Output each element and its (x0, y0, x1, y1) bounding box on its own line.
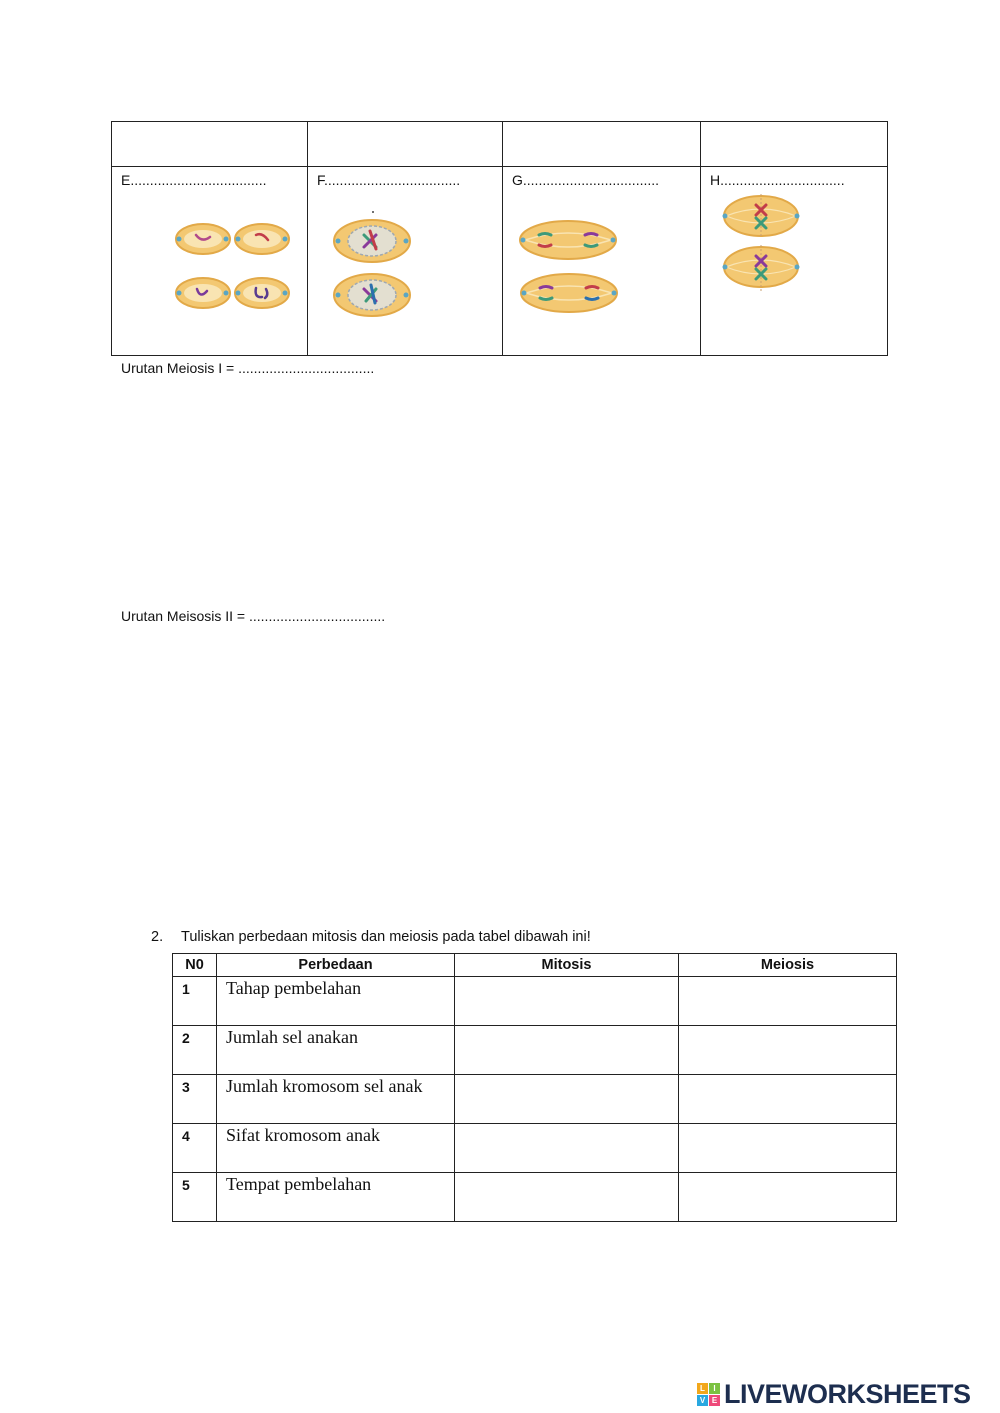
live-badge-icon (697, 1383, 720, 1406)
cell-g (503, 167, 701, 356)
blank-cell[interactable] (701, 122, 888, 167)
row-number: 5 (173, 1173, 217, 1222)
meiosis-1-sequence: Urutan Meiosis I = ................................... (121, 360, 375, 376)
cell-label-g: G................................... (512, 172, 660, 188)
liveworksheets-logo (697, 1378, 971, 1410)
question-number: 2. (151, 929, 164, 945)
telophase-ii-image (112, 167, 308, 355)
cell-stages-table (111, 121, 888, 356)
table-row (173, 1173, 897, 1222)
badge-letter-v: V (697, 1395, 708, 1406)
metaphase-ii-image (701, 167, 888, 355)
cell-label-h: H................................ (710, 172, 845, 188)
badge-letter-e: E (709, 1395, 720, 1406)
header-perbedaan: Perbedaan (217, 954, 455, 977)
mitosis-answer-cell[interactable] (455, 1124, 679, 1173)
row-perbedaan: Tahap pembelahan (217, 977, 455, 1026)
meiosis-answer-cell[interactable] (679, 1124, 897, 1173)
meiosis-2-sequence: Urutan Meisosis II = ................................... (121, 608, 386, 624)
mitosis-answer-cell[interactable] (455, 1173, 679, 1222)
cell-h (701, 167, 888, 356)
blank-cell[interactable] (503, 122, 701, 167)
row-perbedaan: Jumlah kromosom sel anak (217, 1075, 455, 1124)
mitosis-answer-cell[interactable] (455, 1026, 679, 1075)
cell-label-f: F................................... (317, 172, 461, 188)
row-perbedaan: Tempat pembelahan (217, 1173, 455, 1222)
header-mitosis: Mitosis (455, 954, 679, 977)
blank-row (112, 122, 888, 167)
header-meiosis: Meiosis (679, 954, 897, 977)
meiosis-answer-cell[interactable] (679, 977, 897, 1026)
cell-f (308, 167, 503, 356)
blank-cell[interactable] (112, 122, 308, 167)
mitosis-answer-cell[interactable] (455, 977, 679, 1026)
cell-e (112, 167, 308, 356)
image-row (112, 167, 888, 356)
anaphase-ii-image (503, 167, 701, 355)
question-text: Tuliskan perbedaan mitosis dan meiosis pada tabel dibawah ini! (181, 929, 591, 945)
row-number: 4 (173, 1124, 217, 1173)
badge-letter-i: I (709, 1383, 720, 1394)
blank-cell[interactable] (308, 122, 503, 167)
row-number: 1 (173, 977, 217, 1026)
difference-table (172, 953, 897, 1222)
meiosis-answer-cell[interactable] (679, 1026, 897, 1075)
row-number: 3 (173, 1075, 217, 1124)
table-row (173, 977, 897, 1026)
table-row (173, 1026, 897, 1075)
table-row (173, 1075, 897, 1124)
mitosis-answer-cell[interactable] (455, 1075, 679, 1124)
row-number: 2 (173, 1026, 217, 1075)
brand-name: LIVEWORKSHEETS (724, 1378, 971, 1409)
header-no: N0 (173, 954, 217, 977)
meiosis-answer-cell[interactable] (679, 1075, 897, 1124)
table-row (173, 1124, 897, 1173)
table-header-row (173, 954, 897, 977)
cell-label-e: E................................... (121, 172, 267, 188)
row-perbedaan: Jumlah sel anakan (217, 1026, 455, 1075)
badge-letter-l: L (697, 1383, 708, 1394)
meiosis-answer-cell[interactable] (679, 1173, 897, 1222)
prophase-ii-image (308, 167, 503, 355)
row-perbedaan: Sifat kromosom anak (217, 1124, 455, 1173)
